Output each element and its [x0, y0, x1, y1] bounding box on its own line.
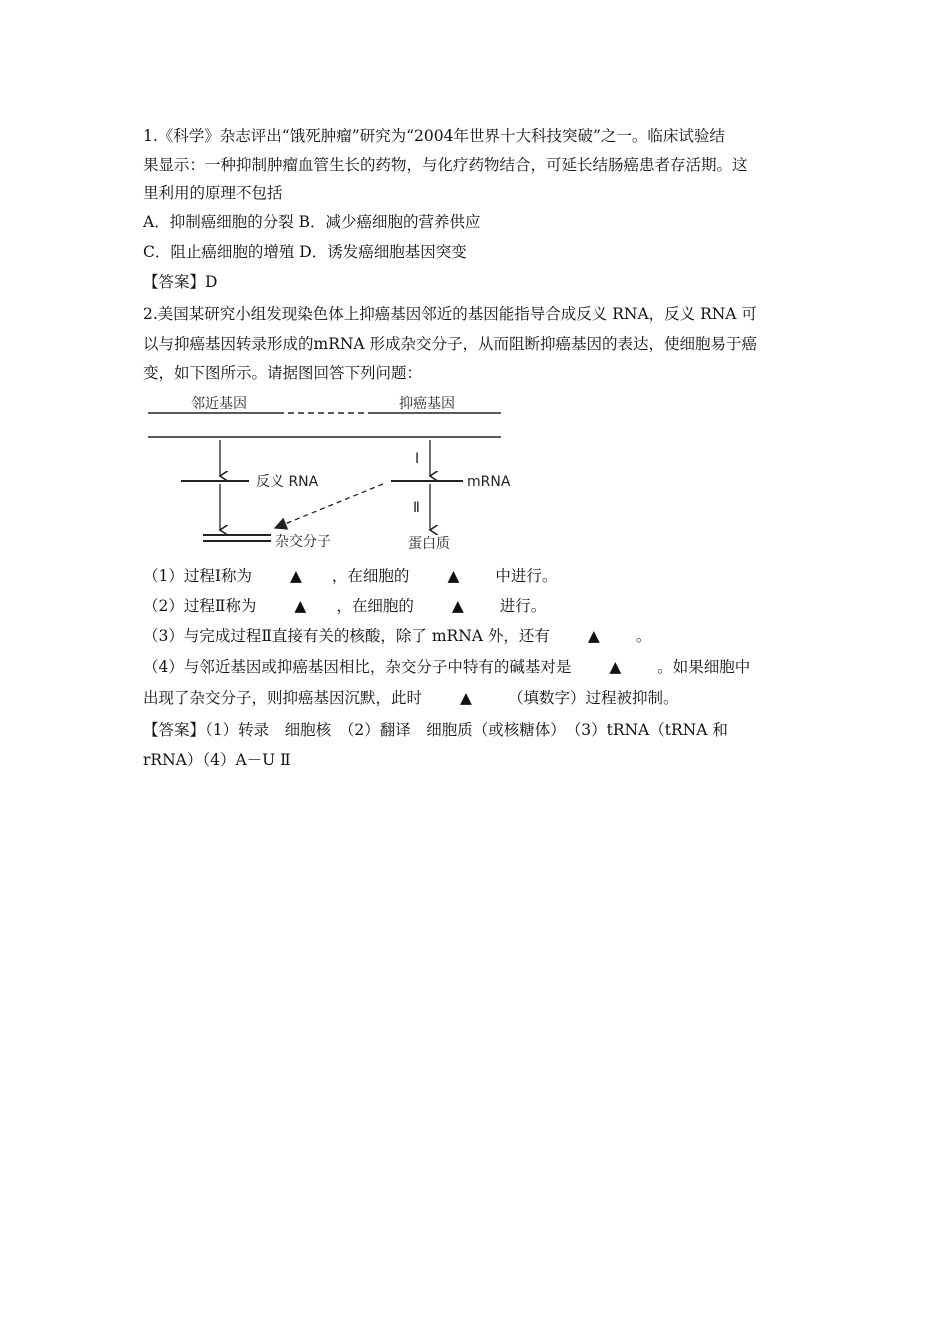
blank-marker: ▲ — [451, 597, 464, 615]
q2-sub-3: （3）与完成过程Ⅱ直接有关的核酸，除了 mRNA 外，还有 ▲ 。 — [143, 627, 652, 645]
q2-line-2: 以与抑癌基因转录形成的mRNA 形成杂交分子，从而阻断抑癌基因的表达，使细胞易于癌 — [143, 335, 758, 353]
blank-marker: ▲ — [294, 597, 307, 615]
label-protein: 蛋白质 — [408, 536, 450, 552]
q2-sub-1: （1）过程Ⅰ称为 ▲ ，在细胞的 ▲ 中进行。 — [143, 567, 558, 585]
q2-answer-line-1: 【答案】（1）转录 细胞核 （2）翻译 细胞质（或核糖体） （3）tRNA（tRNA 和 — [143, 721, 728, 739]
q1-answer: 【答案】D — [143, 273, 218, 291]
dashed-arrow-mrna-to-hybrid — [275, 484, 383, 528]
q1-options-cd: C．阻止癌细胞的增殖 D．诱发癌细胞基因突变 — [143, 243, 467, 261]
q2-answer-line-2: rRNA）（4）A－U Ⅱ — [143, 751, 291, 769]
label-neighbor-gene: 邻近基因 — [191, 396, 247, 412]
q1-line-3: 里利用的原理不包括 — [143, 184, 283, 202]
q2-sub-4-cont: 出现了杂交分子，则抑癌基因沉默，此时 ▲ （填数字）过程被抑制。 — [143, 689, 679, 707]
blank-marker: ▲ — [460, 689, 472, 707]
q1-options-ab: A．抑制癌细胞的分裂 B．减少癌细胞的营养供应 — [143, 213, 481, 231]
label-antisense-rna: 反义 RNA — [256, 474, 319, 490]
blank-marker: ▲ — [587, 627, 600, 645]
label-suppressor-gene: 抑癌基因 — [399, 396, 455, 412]
q1-line-2: 果显示：一种抑制肿瘤血管生长的药物，与化疗药物结合，可延长结肠癌患者存活期。这 — [143, 156, 748, 174]
label-process-1: Ⅰ — [415, 451, 420, 467]
label-mrna: mRNA — [467, 474, 511, 490]
label-process-2: Ⅱ — [413, 500, 420, 516]
gene-diagram — [143, 388, 523, 558]
q1-line-1: 1.《科学》杂志评出“饿死肿瘤”研究为“2004年世界十大科技突破”之一。临床试验结 — [143, 127, 725, 145]
blank-marker: ▲ — [290, 567, 302, 585]
blank-marker: ▲ — [447, 567, 460, 585]
q2-sub-4: （4）与邻近基因或抑癌基因相比，杂交分子中特有的碱基对是 ▲ 。如果细胞中 — [143, 658, 751, 676]
q2-line-3: 变，如下图所示。请据图回答下列问题： — [143, 364, 423, 382]
label-hybrid: 杂交分子 — [275, 534, 331, 550]
q2-sub-2: （2）过程Ⅱ称为 ▲ ，在细胞的 ▲ 进行。 — [143, 597, 547, 615]
q2-line-1: 2.美国某研究小组发现染色体上抑癌基因邻近的基因能指导合成反义 RNA，反义 RNA 可 — [143, 305, 757, 323]
blank-marker: ▲ — [609, 658, 622, 676]
